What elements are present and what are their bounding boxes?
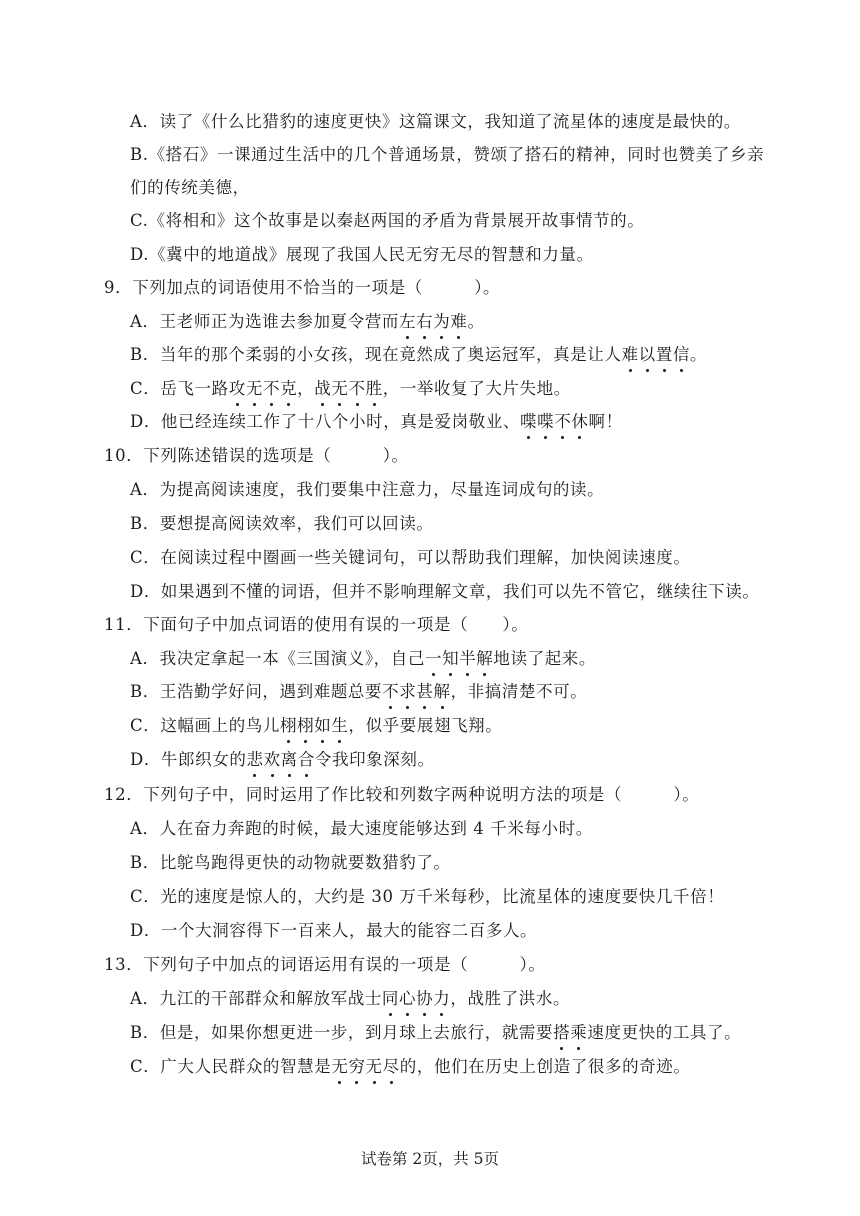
text-segment: 12．下列句子中，同时运用了作比较和列数字两种说明方法的项是（ ）。 xyxy=(104,785,700,804)
text-line xyxy=(130,512,433,536)
text-segment: D．牛郎织女的 xyxy=(130,750,247,769)
text-segment: C.《将相和》这个故事是以秦赵两国的矛盾为背景展开故事情节的。 xyxy=(130,211,645,230)
text-line xyxy=(130,919,537,943)
text-segment: B.《搭石》一课通过生活中的几个普通场景，赞颂了搭石的精神，同时也赞美了乡亲 xyxy=(130,145,765,164)
emphasis-dotted-phrase: 战无不胜 xyxy=(314,379,382,398)
text-line xyxy=(104,783,699,807)
text-line xyxy=(130,885,724,909)
text-line xyxy=(130,209,644,233)
emphasis-dotted-phrase: 一知半解 xyxy=(425,649,493,668)
text-line xyxy=(130,1055,690,1079)
text-segment: A．人在奋力奔跑的时候，最大速度能够达到 4 千米每小时。 xyxy=(130,819,593,838)
text-segment: 9．下列加点的词语使用不恰当的一项是（ ）。 xyxy=(104,278,501,297)
text-segment: ，似乎要展翅飞翔。 xyxy=(348,716,503,735)
text-segment: 们的传统美德， xyxy=(130,178,250,197)
text-segment: 啊！ xyxy=(588,412,623,431)
text-line xyxy=(130,546,690,570)
emphasis-dotted-phrase: 不求甚解 xyxy=(382,682,450,701)
text-segment: C．在阅读过程中圈画一些关键词句，可以帮助我们理解，加快阅读速度。 xyxy=(130,548,691,567)
text-segment: A．王老师正为选谁去参加夏令营而 xyxy=(130,312,400,331)
text-segment: D．如果遇到不懂的词语，但并不影响理解文章，我们可以先不管它，继续往下读。 xyxy=(130,582,760,601)
text-line xyxy=(130,478,604,502)
text-line xyxy=(130,987,570,1011)
page-footer: 试卷第 2页，共 5页 xyxy=(360,1150,500,1168)
text-segment: A．读了《什么比猎豹的速度更快》这篇课文，我知道了流星体的速度是最快的。 xyxy=(130,112,742,131)
emphasis-dotted-phrase: 难以置信 xyxy=(622,345,690,364)
text-segment: ，一举收复了大片失地。 xyxy=(382,379,571,398)
text-segment: 。 xyxy=(467,312,485,331)
text-segment: 的，他们在历史上创造了很多的奇迹。 xyxy=(399,1057,691,1076)
text-segment: B．要想提高阅读效率，我们可以回读。 xyxy=(130,514,434,533)
text-segment: C．岳飞一路 xyxy=(130,379,229,398)
text-segment: 11．下面句子中加点词语的使用有误的一项是（ ）。 xyxy=(104,615,529,634)
text-segment: D.《冀中的地道战》展现了我国人民无穷无尽的智慧和力量。 xyxy=(130,245,594,264)
text-segment: C．这幅画上的鸟儿 xyxy=(130,716,281,735)
text-segment: 速度更快的工具了。 xyxy=(587,1023,742,1042)
text-segment: 。 xyxy=(689,345,708,364)
emphasis-dotted-phrase: 喋喋不休 xyxy=(520,412,588,431)
text-line xyxy=(130,343,707,367)
text-segment: ，战胜了洪水。 xyxy=(450,989,571,1008)
emphasis-dotted-phrase: 栩栩如生 xyxy=(280,716,348,735)
text-line xyxy=(130,110,741,134)
text-line xyxy=(130,310,485,334)
text-segment: D．一个大洞容得下一百来人，最大的能容二百多人。 xyxy=(130,921,538,940)
text-segment: ， xyxy=(297,379,315,398)
emphasis-dotted-phrase: 悲欢离合 xyxy=(246,750,314,769)
text-line xyxy=(130,851,451,875)
text-line xyxy=(130,410,623,434)
emphasis-dotted-phrase: 搭乘 xyxy=(553,1023,587,1042)
text-line xyxy=(130,580,759,604)
text-line xyxy=(130,817,593,841)
text-line xyxy=(130,748,435,772)
text-segment: 10．下列陈述错误的选项是（ ）。 xyxy=(104,446,409,465)
text-segment: 令我印象深刻。 xyxy=(314,750,435,769)
text-line xyxy=(130,1021,741,1045)
text-segment: 13．下列句子中加点的词语运用有误的一项是（ ）。 xyxy=(104,955,546,974)
text-segment: B．比鸵鸟跑得更快的动物就要数猎豹了。 xyxy=(130,853,451,872)
text-segment: C．光的速度是惊人的，大约是 30 万千米每秒，比流星体的速度要快几千倍！ xyxy=(130,887,725,906)
text-segment: A．九江的干部群众和解放军战士 xyxy=(130,989,382,1008)
text-line xyxy=(130,647,596,671)
text-line xyxy=(104,276,500,300)
text-line xyxy=(104,444,409,468)
text-segment: D．他已经连续工作了十八个小时，真是爱岗敬业、 xyxy=(130,412,521,431)
text-segment: A．我决定拿起一本《三国演义》，自己 xyxy=(130,649,425,668)
text-line xyxy=(104,953,545,977)
text-line xyxy=(130,714,502,738)
text-line xyxy=(130,680,587,704)
text-segment: 地读了起来。 xyxy=(493,649,597,668)
text-segment: B．当年的那个柔弱的小女孩，现在竟然成了奥运冠军，真是让人 xyxy=(130,345,622,364)
text-line xyxy=(130,143,764,167)
emphasis-dotted-phrase: 无穷无尽 xyxy=(331,1057,399,1076)
emphasis-dotted-phrase: 左右为难 xyxy=(399,312,467,331)
text-segment: B．但是，如果你想更进一步，到月球上去旅行，就需要 xyxy=(130,1023,554,1042)
text-line xyxy=(130,243,594,267)
text-segment: C．广大人民群众的智慧是 xyxy=(130,1057,332,1076)
emphasis-dotted-phrase: 攻无不克 xyxy=(229,379,297,398)
text-line xyxy=(104,613,528,637)
text-segment: ，非搞清楚不可。 xyxy=(450,682,588,701)
text-segment: B．王浩勤学好问，遇到难题总要 xyxy=(130,682,383,701)
emphasis-dotted-phrase: 同心协力 xyxy=(382,989,450,1008)
text-line xyxy=(130,377,571,401)
text-line xyxy=(130,176,250,200)
text-segment: A．为提高阅读速度，我们要集中注意力，尽量连词成句的读。 xyxy=(130,480,605,499)
